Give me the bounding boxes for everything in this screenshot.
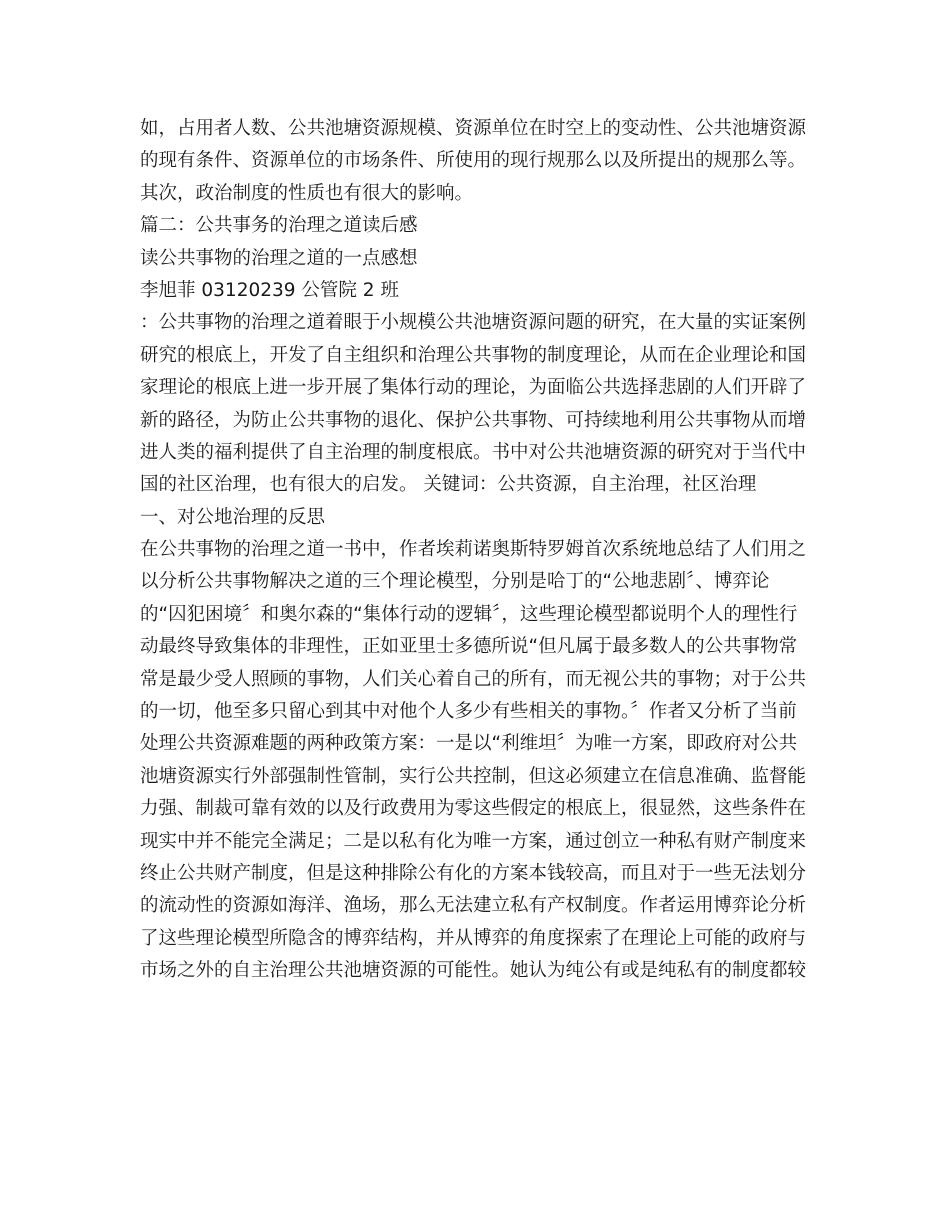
section-heading: 一、对公地治理的反思 [140, 506, 326, 528]
document-body [140, 113, 830, 988]
text-line: ：公共事物的治理之道着眼于小规模公共池塘资源问题的研究，在大量的实证案例 [140, 312, 807, 334]
text-line: 以分析公共事物解决之道的三个理论模型，分别是哈丁的“公地悲剧〞、博弈论 [140, 571, 770, 593]
keywords-line: 国的社区治理，也有很大的启发。 关键词：公共资源，自主治理，社区治理 [140, 474, 757, 496]
text-line: 的流动性的资源如海洋、渔场，那么无法建立私有产权制度。作者运用博弈论分析 [140, 895, 807, 917]
text-line: 力强、制裁可靠有效的以及行政费用为零这些假定的根底上，很显然，这些条件在 [140, 798, 807, 820]
text-line: 现实中并不能完全满足；二是以私有化为唯一方案，通过创立一种私有财产制度来 [140, 830, 807, 852]
text-line: 常是最少受人照顾的事物，人们关心着自己的所有，而无视公共的事物；对于公共 [140, 668, 807, 690]
text-line: 进人类的福利提供了自主治理的制度根底。书中对公共池塘资源的研究对于当代中 [140, 441, 807, 463]
text-line: 家理论的根底上进一步开展了集体行动的理论，为面临公共选择悲剧的人们开辟了 [140, 377, 807, 399]
text-line: 其次，政治制度的性质也有很大的影响。 [140, 182, 474, 204]
text-line: 在公共事物的治理之道一书中，作者埃莉诺奥斯特罗姆首次系统地总结了人们用之 [140, 539, 807, 561]
section-heading: 篇二：公共事务的治理之道读后感 [140, 215, 418, 237]
article-title: 读公共事物的治理之道的一点感想 [140, 247, 418, 269]
text-line: 池塘资源实行外部强制性管制，实行公共控制，但这必须建立在信息准确、监督能 [140, 765, 807, 787]
text-line: 终止公共财产制度，但是这种排除公有化的方案本钱较高，而且对于一些无法划分 [140, 862, 807, 884]
author-line: 李旭菲 03120239 公管院 2 班 [140, 279, 399, 301]
text-line: 动最终导致集体的非理性，正如亚里士多德所说“但凡属于最多数人的公共事物常 [140, 636, 798, 658]
text-line: 新的路径，为防止公共事物的退化、保护公共事物、可持续地利用公共事物从而增 [140, 409, 807, 431]
text-line: 的现有条件、资源单位的市场条件、所使用的现行规那么以及所提出的规那么等。 [140, 150, 807, 172]
text-line: 研究的根底上，开发了自主组织和治理公共事物的制度理论，从而在企业理论和国 [140, 344, 807, 366]
text-line: 市场之外的自主治理公共池塘资源的可能性。她认为纯公有或是纯私有的制度都较 [140, 960, 807, 982]
text-line: 的一切，他至多只留心到其中对他个人多少有些相关的事物。〞作者又分析了当前 [140, 701, 797, 723]
text-line: 的“囚犯困境〞和奥尔森的“集体行动的逻辑〞，这些理论模型都说明个人的理性行 [140, 603, 798, 625]
text-line: 处理公共资源难题的两种政策方案：一是以“利维坦〞为唯一方案，即政府对公共 [140, 733, 798, 755]
text-line: 如，占用者人数、公共池塘资源规模、资源单位在时空上的变动性、公共池塘资源 [140, 118, 807, 139]
text-line: 了这些理论模型所隐含的博弈结构，并从博弈的角度探索了在理论上可能的政府与 [140, 927, 807, 949]
